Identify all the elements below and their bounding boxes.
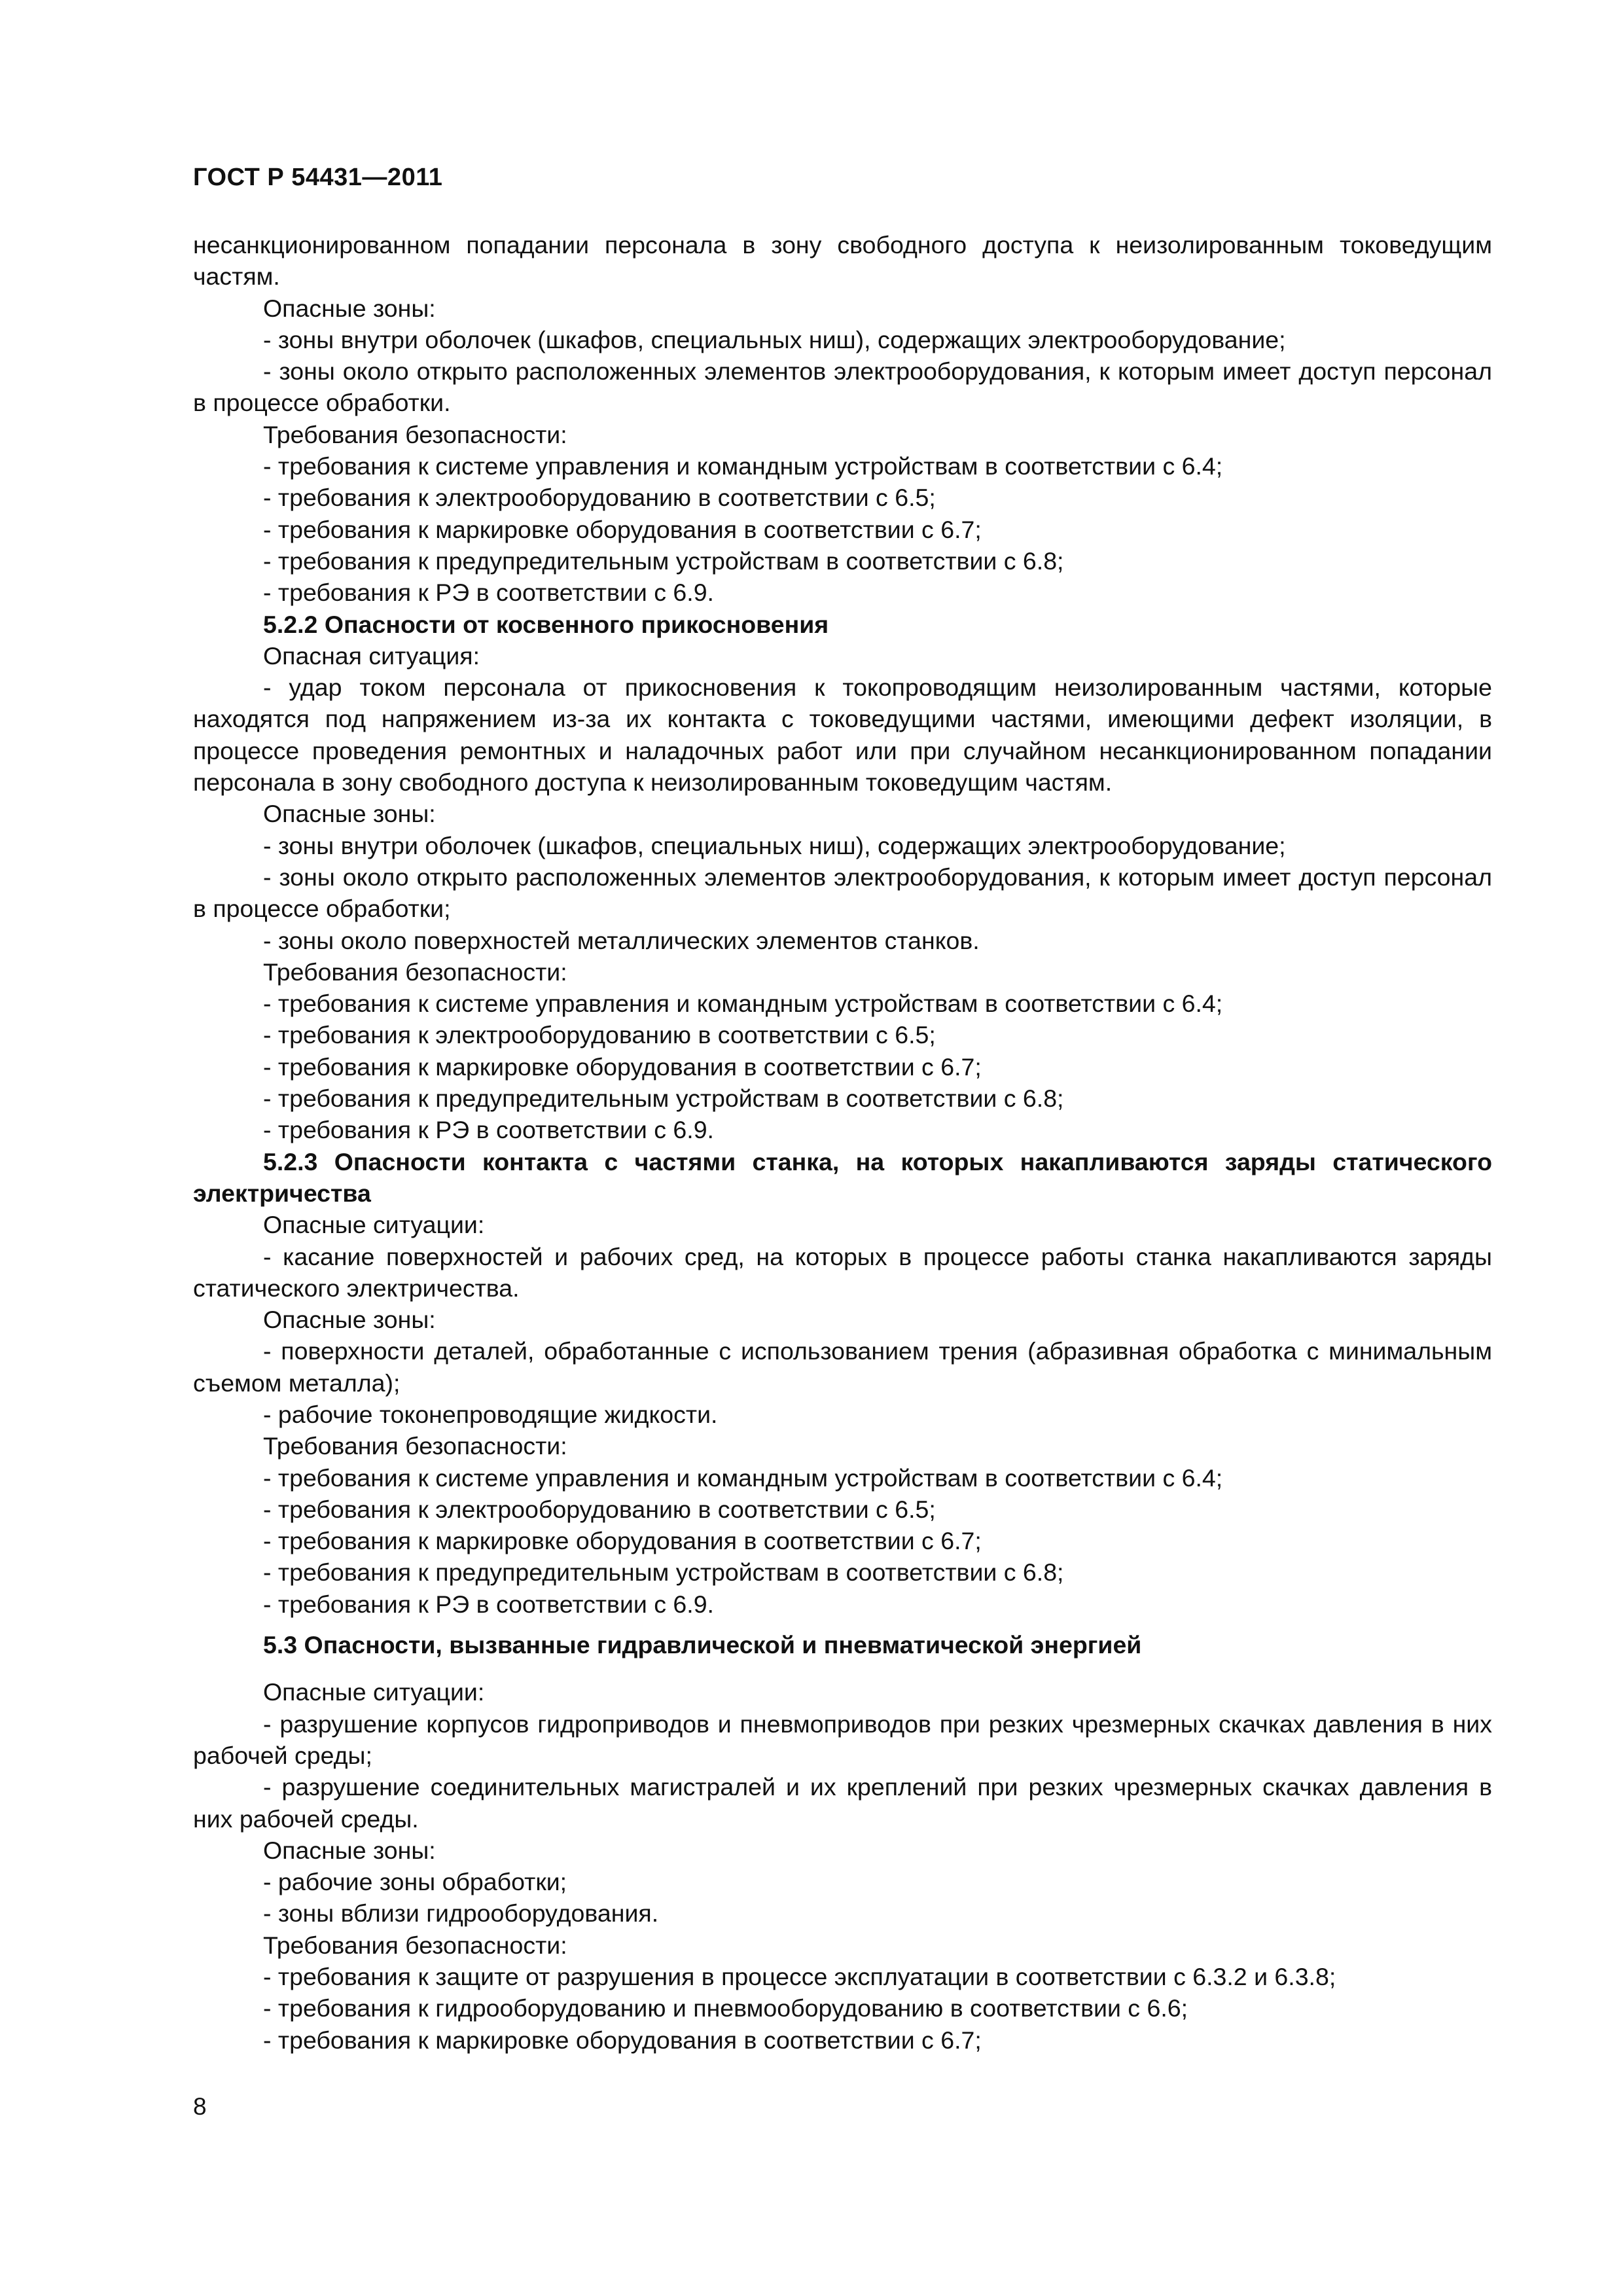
- list-item: - касание поверхностей и рабочих сред, на которых в процессе работы станка накапливаются заряды статического электричества.: [193, 1242, 1492, 1302]
- document-body: [193, 229, 1492, 2056]
- paragraph: Опасные ситуации:: [263, 1211, 485, 1239]
- paragraph: Требования безопасности:: [263, 420, 567, 448]
- section-heading-5-3: 5.3 Опасности, вызванные гидравлической и пневматической энергией: [263, 1631, 1142, 1659]
- list-item: - требования к электрооборудованию в соответствии с 6.5;: [263, 484, 936, 512]
- list-item: - требования к предупредительным устройствам в соответствии с 6.8;: [263, 547, 1064, 575]
- list-item: - требования к гидрооборудованию и пневмооборудованию в соответствии с 6.6;: [263, 1994, 1188, 2022]
- list-item: - разрушение соединительных магистралей и их креплений при резких чрезмерных скачках давления в них рабочей среды.: [193, 1773, 1492, 1833]
- list-item: - требования к маркировке оборудования в соответствии с 6.7;: [263, 1527, 982, 1555]
- list-item: - рабочие зоны обработки;: [263, 1868, 567, 1896]
- paragraph: несанкционированном попадании персонала в зону свободного доступа к неизолированным токоведущим частям.: [193, 231, 1492, 291]
- list-item: - требования к РЭ в соответствии с 6.9.: [263, 1590, 714, 1618]
- paragraph: Требования безопасности:: [263, 1931, 567, 1959]
- paragraph: Опасная ситуация:: [263, 641, 480, 670]
- paragraph: Требования безопасности:: [263, 958, 567, 986]
- list-item: - требования к РЭ в соответствии с 6.9.: [263, 1116, 714, 1144]
- list-item: - требования к маркировке оборудования в соответствии с 6.7;: [263, 2026, 982, 2054]
- page-number: 8: [193, 2093, 207, 2120]
- section-heading-5-2-3: 5.2.3 Опасности контакта с частями станка, на которых накапливаются заряды статического электричества: [193, 1147, 1492, 1207]
- list-item: - зоны около открыто расположенных элементов электрооборудования, к которым имеет доступ персонал в процессе обработки.: [193, 357, 1492, 417]
- paragraph: Опасные зоны:: [263, 294, 436, 322]
- paragraph: Опасные зоны:: [263, 800, 436, 828]
- section-heading-5-2-2: 5.2.2 Опасности от косвенного прикосновения: [263, 610, 829, 638]
- list-item: - требования к защите от разрушения в процессе эксплуатации в соответствии с 6.3.2 и 6.3.8;: [263, 1963, 1336, 1991]
- list-item: - зоны около открыто расположенных элементов электрооборудования, к которым имеет доступ персонал в процессе обработки;: [193, 863, 1492, 923]
- list-item: - требования к электрооборудованию в соответствии с 6.5;: [263, 1021, 936, 1049]
- list-item: - зоны вблизи гидрооборудования.: [263, 1899, 659, 1928]
- list-item: - зоны внутри оболочек (шкафов, специальных ниш), содержащих электрооборудование;: [263, 325, 1286, 353]
- document-code-header: ГОСТ Р 54431—2011: [193, 164, 443, 191]
- list-item: - требования к предупредительным устройствам в соответствии с 6.8;: [263, 1085, 1064, 1113]
- list-item: - требования к системе управления и командным устройствам в соответствии с 6.4;: [263, 990, 1223, 1018]
- list-item: - разрушение корпусов гидроприводов и пневмоприводов при резких чрезмерных скачках давления в них рабочей среды;: [193, 1710, 1492, 1769]
- list-item: - рабочие токонепроводящие жидкости.: [263, 1400, 718, 1428]
- paragraph: Опасные зоны:: [263, 1306, 436, 1334]
- list-item: - требования к системе управления и командным устройствам в соответствии с 6.4;: [263, 1463, 1223, 1492]
- list-item: - требования к маркировке оборудования в соответствии с 6.7;: [263, 1052, 982, 1081]
- list-item: - требования к электрооборудованию в соответствии с 6.5;: [263, 1495, 936, 1523]
- paragraph: Опасные ситуации:: [263, 1678, 485, 1706]
- list-item: - удар током персонала от прикосновения к токопроводящим неизолированным частями, которые находятся под напряжением из-за их контакта с токоведущими частями, имеющими дефект изоляции, в процессе проведения ремонтных и наладочных работ или при случайном несанкционированном попадании персонала в зону свободного доступа к неизолированным токоведущим частям.: [193, 673, 1492, 797]
- list-item: - поверхности деталей, обработанные с использованием трения (абразивная обработка с минимальным съемом металла);: [193, 1337, 1492, 1397]
- list-item: - требования к системе управления и командным устройствам в соответствии с 6.4;: [263, 452, 1223, 480]
- list-item: - требования к предупредительным устройствам в соответствии с 6.8;: [263, 1558, 1064, 1587]
- list-item: - зоны внутри оболочек (шкафов, специальных ниш), содержащих электрооборудование;: [263, 831, 1286, 859]
- paragraph: Опасные зоны:: [263, 1836, 436, 1864]
- list-item: - требования к маркировке оборудования в соответствии с 6.7;: [263, 515, 982, 543]
- paragraph: Требования безопасности:: [263, 1432, 567, 1460]
- list-item: - требования к РЭ в соответствии с 6.9.: [263, 579, 714, 607]
- list-item: - зоны около поверхностей металлических элементов станков.: [263, 926, 980, 954]
